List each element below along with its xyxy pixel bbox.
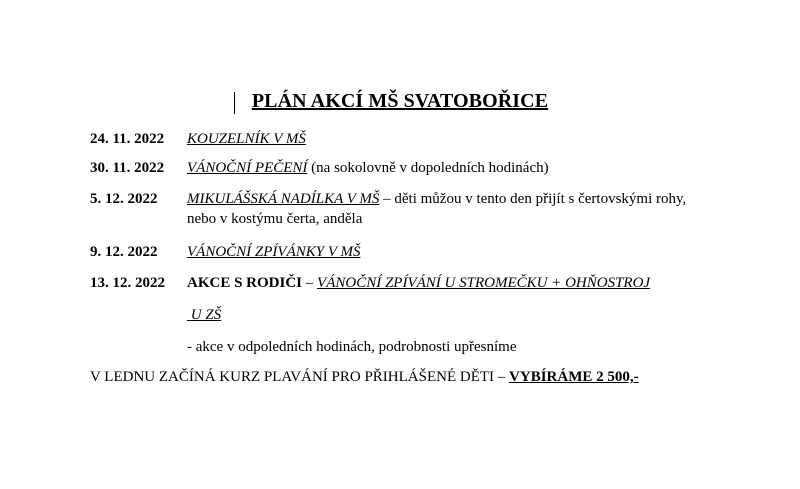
event-description	[187, 160, 549, 177]
event-separator: –	[302, 275, 318, 291]
event-bold-name: AKCE S RODIČI	[187, 275, 303, 291]
event-date: 9. 12. 2022	[90, 244, 158, 260]
event-name: KOUZELNÍK V MŠ	[187, 131, 306, 147]
event-name: VÁNOČNÍ ZPÍVÁNÍ U STROMEČKU + OHŇOSTROJ	[317, 275, 651, 291]
event-description	[187, 189, 712, 229]
event-date: 24. 11. 2022	[90, 131, 165, 147]
event-note: – děti můžou v tento den přijít s čertovskými rohy, nebo v kostýmu čerta, anděla	[187, 191, 687, 227]
event-date: 30. 11. 2022	[90, 160, 165, 176]
event-name: VÁNOČNÍ PEČENÍ	[187, 160, 308, 176]
event-date: 5. 12. 2022	[90, 191, 158, 207]
event-name: MIKULÁŠSKÁ NADÍLKA V MŠ	[187, 191, 380, 207]
event-description	[187, 244, 360, 261]
event-note: (na sokolovně v dopoledních hodinách)	[307, 160, 549, 176]
footer-notice	[90, 369, 639, 386]
footer-emphasis: VYBÍRÁME 2 500,-	[509, 369, 639, 385]
event-description	[187, 131, 306, 148]
event-name: VÁNOČNÍ ZPÍVÁNKY V MŠ	[187, 244, 361, 260]
event-description	[187, 275, 650, 292]
event-continuation-line	[187, 307, 221, 324]
document-title: PLÁN AKCÍ MŠ SVATOBOŘICE	[251, 90, 549, 112]
event-note: - akce v odpoledních hodinách, podrobnosti upřesníme	[187, 339, 517, 355]
footer-text: V LEDNU ZAČÍNÁ KURZ PLAVÁNÍ PRO PŘIHLÁŠENÉ DĚTI –	[90, 369, 510, 385]
event-continuation: U ZŠ	[187, 307, 222, 323]
event-date: 13. 12. 2022	[90, 275, 165, 291]
